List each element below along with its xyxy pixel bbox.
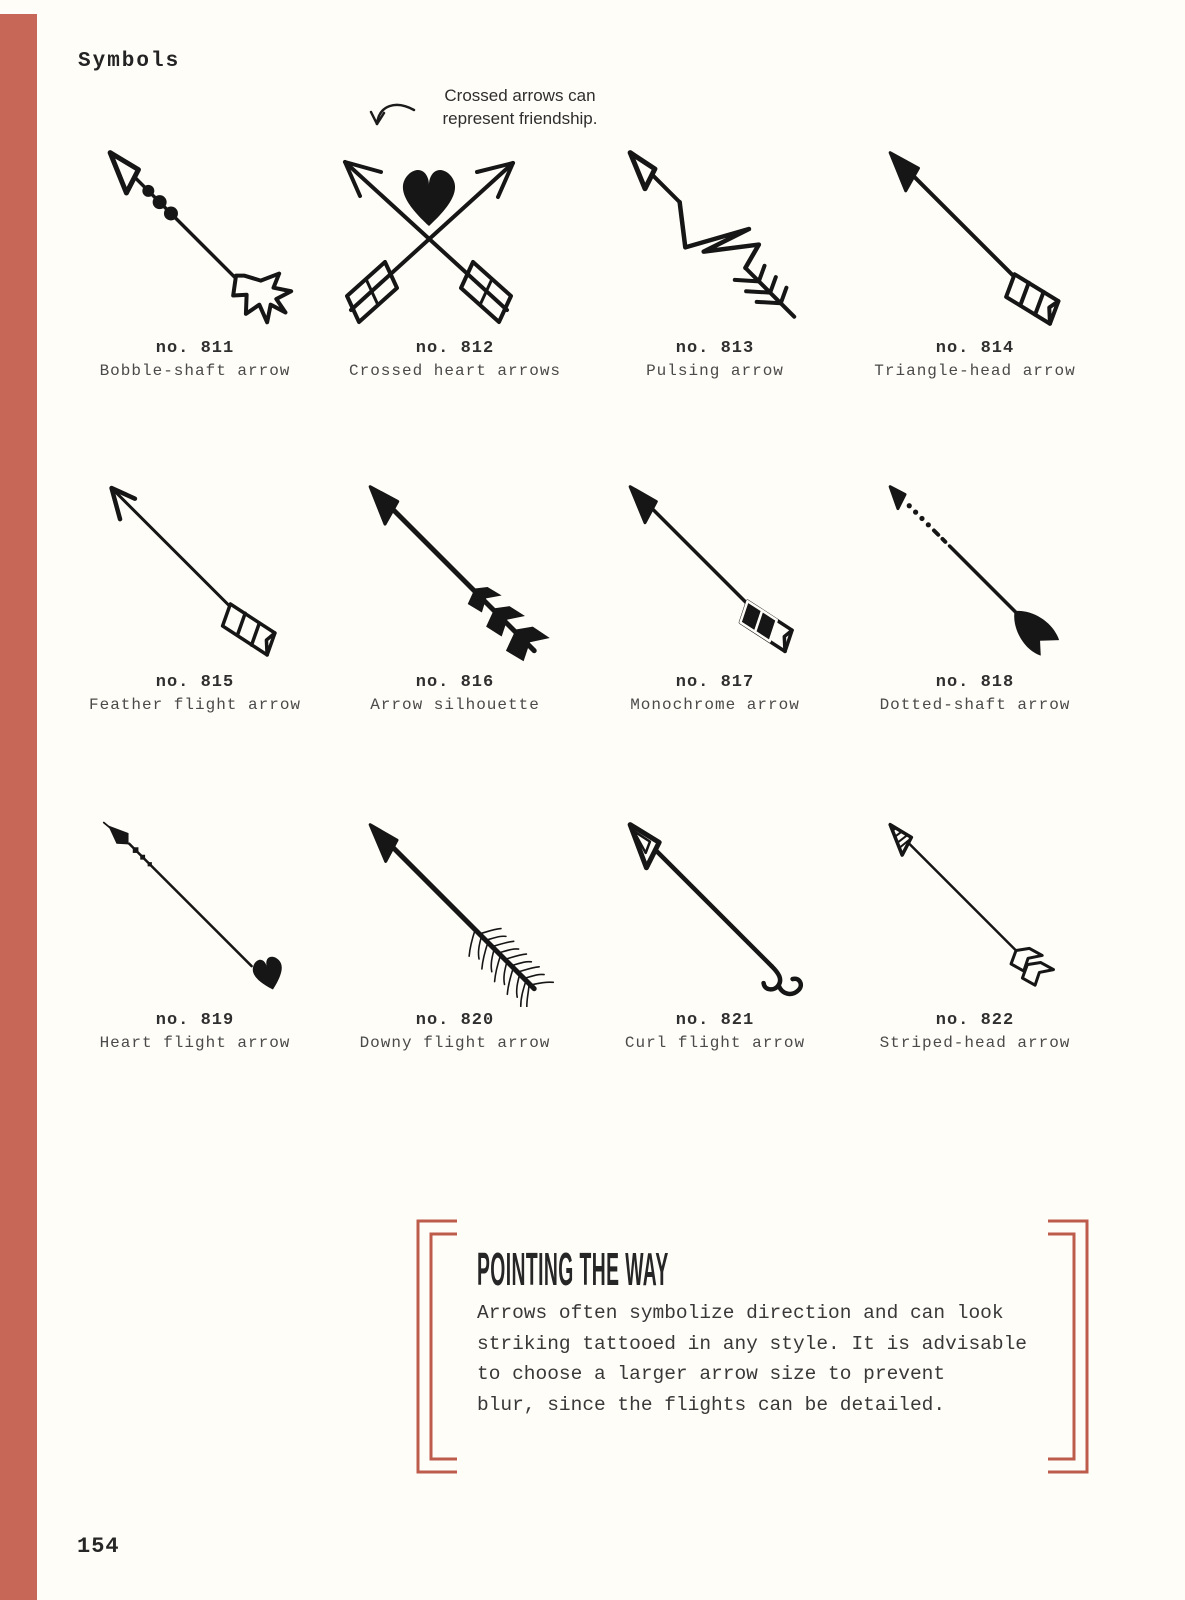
arrow-name: Downy flight arrow [359, 1034, 551, 1052]
arrow-name: Striped-head arrow [879, 1034, 1071, 1052]
arrow-name: Arrow silhouette [370, 696, 540, 714]
arrow-number: no. 814 [935, 339, 1015, 358]
arrow-item-818 [845, 474, 1105, 714]
arrow-number: no. 821 [675, 1011, 755, 1030]
pulsing-arrow-icon [585, 140, 845, 335]
arrow-number: no. 815 [155, 673, 235, 692]
arrow-name: Heart flight arrow [99, 1034, 291, 1052]
arrow-item-811 [65, 140, 325, 380]
arrow-name: Triangle-head arrow [874, 362, 1076, 380]
arrow-number: no. 813 [675, 339, 755, 358]
callout-line-2: striking tattooed in any style. It is advisable [477, 1332, 1027, 1355]
feather-flight-arrow-icon [65, 474, 325, 669]
page-number: 154 [77, 1534, 120, 1559]
arrow-item-816 [325, 474, 585, 714]
callout-line-1: Arrows often symbolize direction and can look [477, 1302, 1004, 1324]
arrow-number: no. 822 [935, 1011, 1015, 1030]
annotation-line-2: represent friendship. [442, 109, 598, 128]
arrow-name: Curl flight arrow [624, 1034, 806, 1052]
arrow-item-815 [65, 474, 325, 714]
annotation-line-1: Crossed arrows can [444, 86, 596, 105]
heart-flight-arrow-icon [65, 812, 325, 1007]
arrow-name: Feather flight arrow [88, 696, 302, 714]
crossed-heart-arrows-icon [325, 140, 585, 335]
downy-flight-arrow-icon [325, 812, 585, 1007]
arrow-name: Crossed heart arrows [348, 362, 562, 380]
arrow-silhouette-icon [325, 474, 585, 669]
section-title: Symbols [78, 50, 181, 73]
callout-line-4: blur, since the flights can be detailed. [477, 1393, 946, 1416]
arrow-name: Monochrome arrow [630, 696, 800, 714]
striped-head-arrow-icon [845, 812, 1105, 1007]
arrow-number: no. 811 [155, 339, 235, 358]
arrow-item-819 [65, 812, 325, 1052]
arrow-item-817 [585, 474, 845, 714]
callout-body [477, 1298, 1027, 1420]
bobble-shaft-arrow-icon [65, 140, 325, 335]
arrow-number: no. 820 [415, 1011, 495, 1030]
arrow-item-814 [845, 140, 1105, 380]
curl-flight-arrow-icon [585, 812, 845, 1007]
arrow-item-812 [325, 140, 585, 380]
callout-box [405, 1216, 1100, 1482]
dotted-shaft-arrow-icon [845, 474, 1105, 669]
arrow-item-813 [585, 140, 845, 380]
page-edge-accent-bar [0, 14, 37, 1600]
monochrome-arrow-icon [585, 474, 845, 669]
arrow-name: Bobble-shaft arrow [99, 362, 291, 380]
arrow-item-820 [325, 812, 585, 1052]
arrow-item-822 [845, 812, 1105, 1052]
callout-line-3: to choose a larger arrow size to prevent [477, 1363, 946, 1385]
arrow-number: no. 817 [675, 673, 755, 692]
arrow-number: no. 818 [935, 673, 1015, 692]
arrow-number: no. 819 [155, 1011, 235, 1030]
callout-title: POINTING THE WAY [477, 1243, 669, 1295]
arrow-name: Pulsing arrow [646, 362, 784, 380]
triangle-head-arrow-icon [845, 140, 1105, 335]
arrow-item-821 [585, 812, 845, 1052]
arrow-number: no. 816 [415, 673, 495, 692]
arrow-name: Dotted-shaft arrow [879, 696, 1071, 714]
annotation-note [405, 84, 635, 130]
arrow-number: no. 812 [415, 339, 495, 358]
